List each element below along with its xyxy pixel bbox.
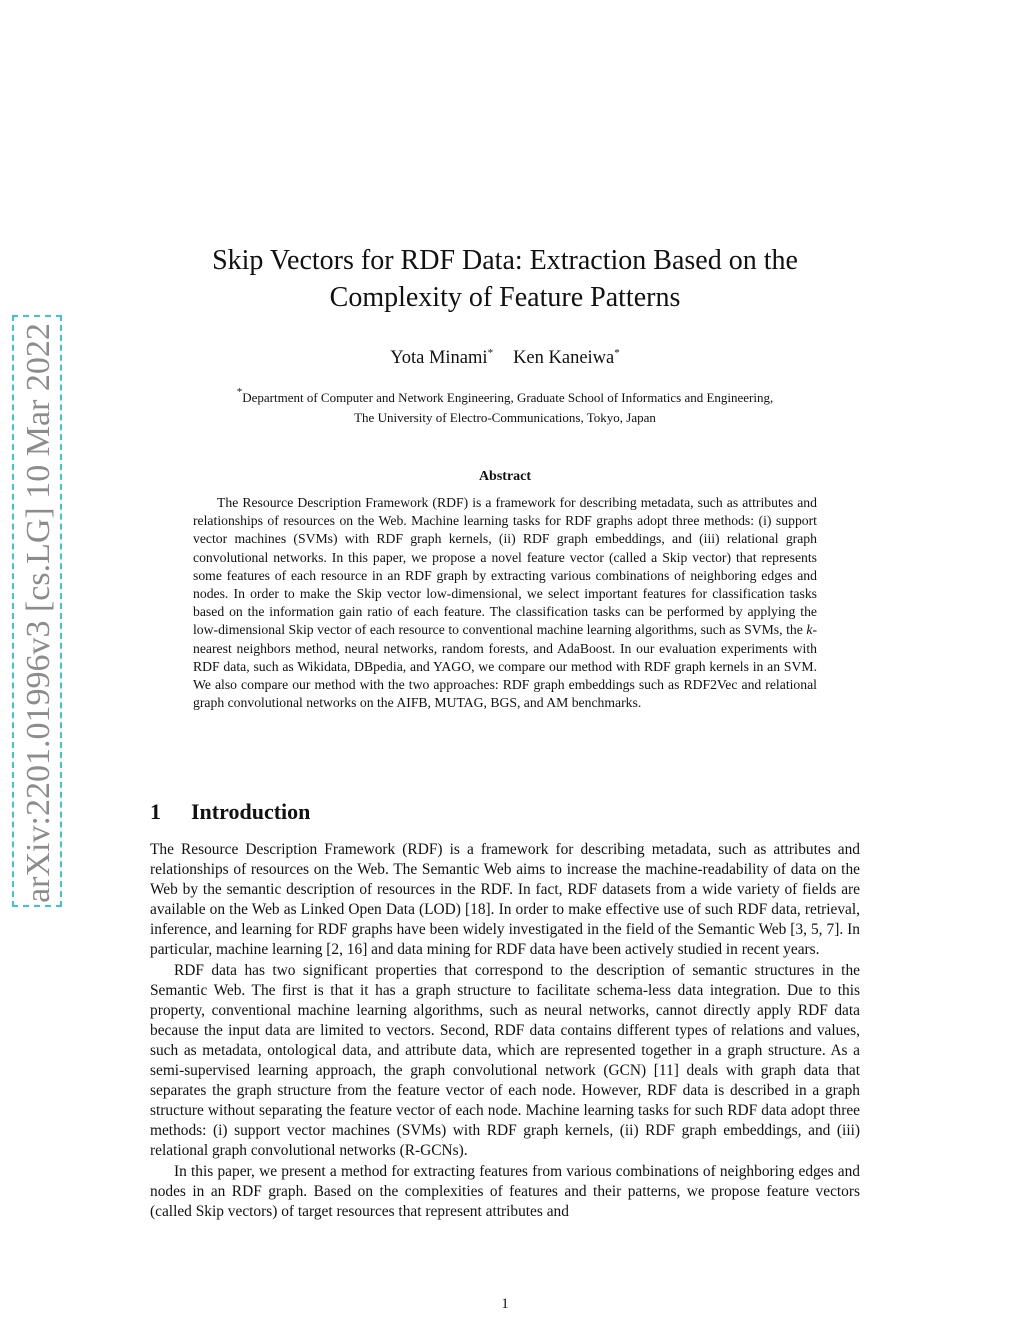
author-name: Yota Minami	[390, 348, 488, 368]
section-body	[150, 840, 860, 1222]
paragraph: In this paper, we present a method for extracting features from various combinations of neighboring edges and nodes in an RDF graph. Based on the complexities of features and their patterns, we propose feature vectors (called Skip vectors) of target resources that represent attributes and	[150, 1162, 860, 1220]
paragraph: The Resource Description Framework (RDF) is a framework for describing metadata, such as attributes and relationships of resources on the Web. The Semantic Web aims to increase the machine-readability of data on the Web by the semantic description of resources in the RDF. In fact, RDF datasets from a wide variety of fields are available on the Web as Linked Open Data (LOD) [18]. In order to make effective use of such RDF data, retrieval, inference, and learning for RDF graphs have been widely investigated in the field of the Semantic Web [3, 5, 7]. In particular, machine learning [2, 16] and data mining for RDF data have been actively studied in recent years.	[150, 841, 860, 959]
abstract-body	[193, 494, 817, 712]
author-list	[150, 346, 860, 370]
arxiv-stamp	[12, 315, 62, 907]
page-number: 1	[501, 1296, 509, 1312]
abstract-math-k: k	[806, 622, 813, 638]
affiliation-mark: *	[236, 386, 243, 398]
affiliation-line	[150, 388, 860, 408]
author-mark: *	[487, 347, 494, 359]
author-name: Ken Kaneiwa	[513, 348, 615, 368]
section-number: 1	[150, 799, 161, 824]
affiliation-line: The University of Electro-Communications, Tokyo, Japan	[354, 410, 656, 425]
author-mark: *	[614, 347, 620, 359]
paragraph: RDF data has two significant properties that correspond to the description of semantic structures in the Semantic Web. The first is that it has a graph structure to facilitate schema-less data integration. Due to this property, conventional machine learning algorithms, such as neural networks, cannot directly apply RDF data because the input data are limited to vectors. Second, RDF data contains different types of relations and values, such as metadata, ontological data, and attribute data, which are represented together in a graph structure. As a semi-supervised learning approach, the graph convolutional network (GCN) [11] deals with graph data that separates the graph structure from the feature vector of each node. However, RDF data is described in a graph structure without separating the feature vector of each node. Machine learning tasks for such RDF data adopt three methods: (i) support vector machines (SVMs) with RDF graph kernels, (ii) RDF graph embeddings, and (iii) relational graph convolutional networks (R-GCNs).	[150, 961, 860, 1160]
affiliation-department: Department of Computer and Network Engineering, Graduate School of Informatics and Engineering,	[242, 390, 774, 405]
arxiv-identifier: arXiv:2201.01996v3 [cs.LG] 10 Mar 2022	[20, 323, 57, 903]
affiliation	[150, 388, 860, 428]
paper-title: Skip Vectors for RDF Data: Extraction Based on the Complexity of Feature Patterns	[212, 245, 798, 313]
abstract-text: The Resource Description Framework (RDF) is a framework for describing metadata, such as attributes and relationships of resources on the Web. Machine learning tasks for RDF graphs adopt three methods: (i) support vector machines (SVMs) with RDF graph kernels, (ii) RDF graph embeddings, and (iii) relational graph convolutional networks. In this paper, we propose a novel feature vector (called a Skip vector) that represents some features of each resource in an RDF graph by extracting various combinations of neighboring edges and nodes. In order to make the Skip vector low-dimensional, we select important features for classification tasks based on the information gain ratio of each feature. The classification tasks can be performed by applying the low-dimensional Skip vector of each resource to conventional machine learning algorithms, such as SVMs, the	[193, 495, 817, 638]
author	[513, 348, 620, 368]
abstract-heading: Abstract	[478, 469, 532, 484]
abstract-text: -nearest neighbors method, neural networks, random forests, and AdaBoost. In our evaluation experiments with RDF data, such as Wikidata, DBpedia, and YAGO, we compare our method with RDF graph kernels in an SVM. We also compare our method with the two approaches: RDF graph embeddings such as RDF2Vec and relational graph convolutional networks on the AIFB, MUTAG, BGS, and AM benchmarks.	[193, 622, 817, 711]
section-heading	[150, 797, 310, 827]
section-title: Introduction	[191, 799, 311, 824]
author	[390, 348, 493, 368]
